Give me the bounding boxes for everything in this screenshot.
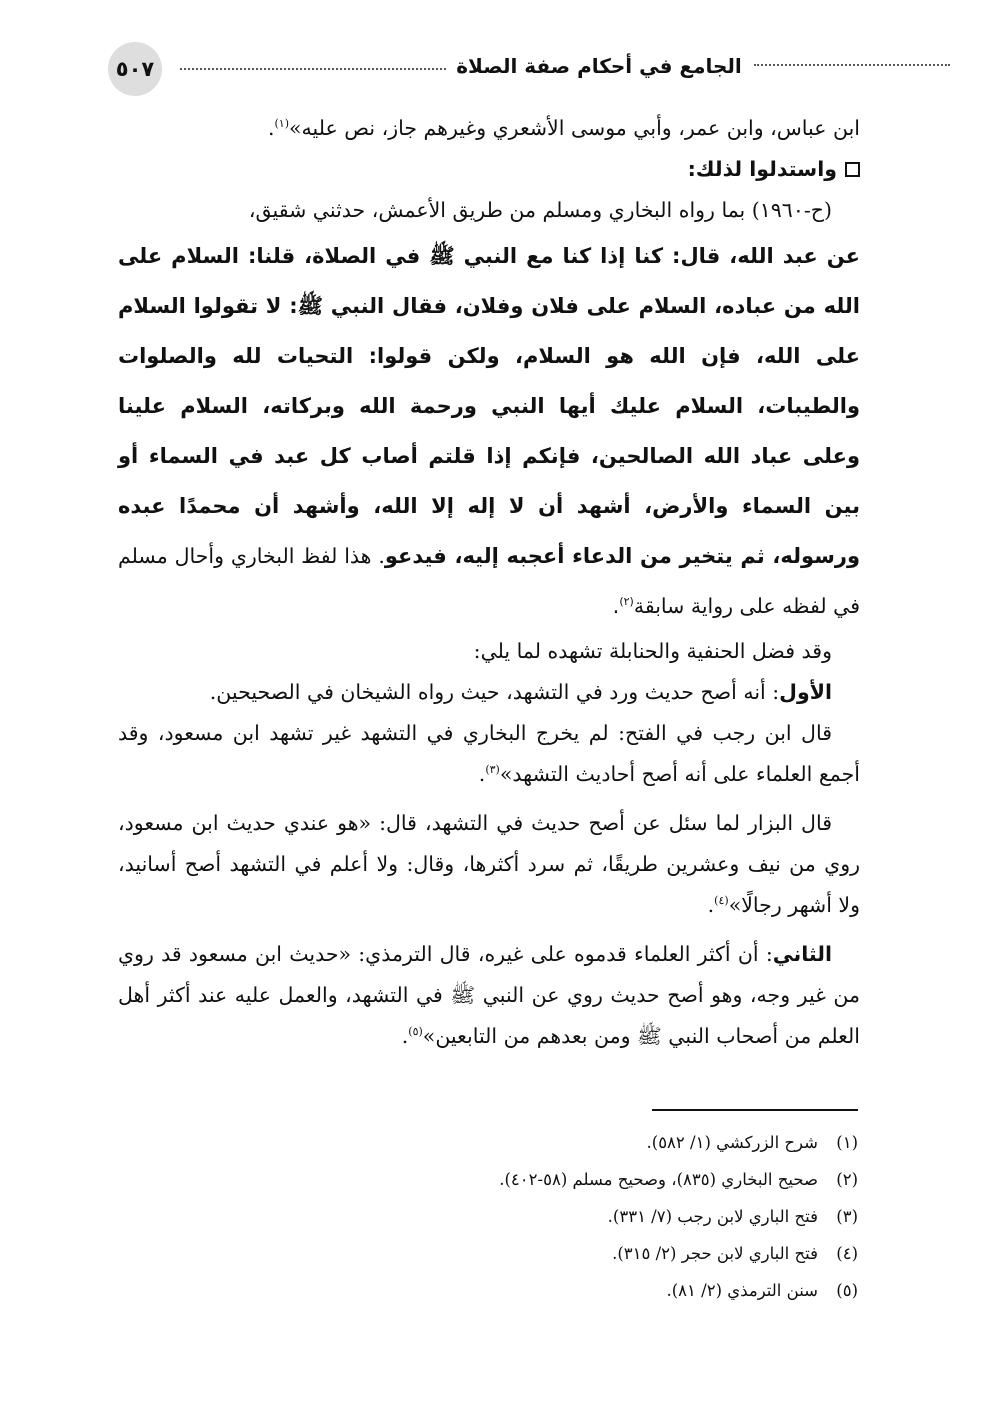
header-dotted-rule-left: [180, 68, 446, 70]
section-heading: [118, 149, 860, 190]
footnote-ref-3[interactable]: (٣): [485, 763, 500, 777]
page-number: ٥٠٧: [108, 42, 162, 96]
second-reason-label: الثاني: [772, 942, 832, 966]
paragraph-intro: [118, 108, 860, 149]
footnotes: [300, 1124, 858, 1309]
hadith-source-note: . هذا لفظ البخاري وأحال مسلم في لفظه على رواية سابقة: [118, 544, 860, 618]
section-heading-text: واستدلوا لذلك:: [687, 157, 837, 181]
paragraph-bazzar: قال البزار لما سئل عن أصح حديث في التشهد، قال: «هو عندي حديث ابن مسعود، روي من نيف وعشرين طريقًا، ثم سرد أكثرها، وقال: ولا أعلم في التشهد أصح أسانيد، ولا أشهر رجالًا»$^{(٤)}$.: [118, 811, 860, 917]
footnote-text: شرح الزركشي (١/ ٥٨٢).: [646, 1133, 818, 1152]
footnote-separator: [652, 1109, 858, 1111]
footnote-ref-2[interactable]: (٢): [619, 595, 634, 608]
footnote-item: [300, 1272, 858, 1309]
paragraph-first-reason: [118, 672, 860, 713]
footnote-number: (٥): [836, 1281, 858, 1300]
footnote-ref-5[interactable]: (٥): [408, 1025, 423, 1039]
bazzar-text: قال البزار لما سئل عن أصح حديث في التشهد، قال: «هو عندي حديث ابن مسعود، روي من نيف وعشرين طريقًا، ثم سرد أكثرها، وقال: ولا أعلم في التشهد أصح أسانيد، ولا أشهر رجالًا»: [118, 811, 860, 917]
paragraph-intro-end: .: [267, 116, 275, 140]
footnote-text: فتح الباري لابن رجب (٧/ ٣٣١).: [607, 1207, 818, 1226]
paragraph-intro-text: ابن عباس، وابن عمر، وأبي موسى الأشعري وغيرهم جاز، نص عليه»: [289, 116, 860, 140]
footnote-text: صحيح البخاري (٨٣٥)، وصحيح مسلم (٥٨-٤٠٢).: [499, 1170, 818, 1189]
paragraph-hadith-chain: (ح-١٩٦٠) بما رواه البخاري ومسلم من طريق الأعمش، حدثني شقيق،: [248, 198, 832, 222]
footnote-ref-1[interactable]: (١): [274, 117, 289, 131]
footnote-number: (٢): [836, 1170, 858, 1189]
footnote-number: (٣): [836, 1207, 858, 1226]
hadith-body: عن عبد الله، قال: كنا إذا كنا مع النبي ﷺ في الصلاة، قلنا: السلام على الله من عباده، السلام على فلان وفلان، فقال النبي ﷺ: لا تقولوا السلام على الله، فإن الله هو السلام، ولكن قولوا: التحيات لله والصلوات والطيبات، السلام عليك أيها النبي ورحمة الله وبركاته، السلام علينا وعلى عباد الله الصالحين، فإنكم إذا قلتم أصاب كل عبد في السماء أو بين السماء والأرض، أشهد أن لا إله إلا الله، وأشهد أن محمدًا عبده ورسوله، ثم يتخير من الدعاء أعجبه إليه، فيدعو: [118, 244, 860, 568]
footnote-number: (١): [836, 1133, 858, 1152]
paragraph-ibn-rajab: قال ابن رجب في الفتح: لم يخرج البخاري في التشهد غير تشهد ابن مسعود، وقد أجمع العلماء على أنه أصح أحاديث التشهد»$^{(٣)}$.: [118, 721, 860, 786]
paragraph-preference: وقد فضل الحنفية والحنابلة تشهده لما يلي:: [473, 639, 832, 663]
hadith-text: عن عبد الله، قال: كنا إذا كنا مع النبي ﷺ في الصلاة، قلنا: السلام على الله من عباده، السلام على فلان وفلان، فقال النبي ﷺ: لا تقولوا السلام على الله، فإن الله هو السلام، ولكن قولوا: التحيات لله والصلوات والطيبات، السلام عليك أيها النبي ورحمة الله وبركاته، السلام علينا وعلى عباد الله الصالحين، فإنكم إذا قلتم أصاب كل عبد في السماء أو بين السماء والأرض، أشهد أن لا إله إلا الله، وأشهد أن محمدًا عبده ورسوله، ثم يتخير من الدعاء أعجبه إليه، فيدعو. هذا لفظ البخاري وأحال مسلم في لفظه على رواية سابقة$^{(٢)}$.: [118, 244, 860, 618]
header-dotted-rule-right: [754, 64, 950, 66]
header-title: الجامع في أحكام صفة الصلاة: [456, 54, 742, 78]
square-bullet-icon: [845, 162, 860, 177]
footnote-text: سنن الترمذي (٢/ ٨١).: [666, 1281, 818, 1300]
ibn-rajab-text: قال ابن رجب في الفتح: لم يخرج البخاري في التشهد غير تشهد ابن مسعود، وقد أجمع العلماء على أنه أصح أحاديث التشهد»: [118, 721, 860, 786]
footnote-ref-4[interactable]: (٤): [714, 894, 729, 908]
footnote-item: [300, 1235, 858, 1272]
first-reason-text: : أنه أصح حديث ورد في التشهد، حيث رواه الشيخان في الصحيحين.: [209, 680, 780, 704]
footnote-text: فتح الباري لابن حجر (٢/ ٣١٥).: [612, 1244, 818, 1263]
paragraph-second-reason: الثاني: أن أكثر العلماء قدموه على غيره، قال الترمذي: «حديث ابن مسعود قد روي من غير وجه، وهو أصح حديث روي عن النبي ﷺ في التشهد، والعمل عليه عند أكثر أهل العلم من أصحاب النبي ﷺ ومن بعدهم من التابعين»$^{(٥)}$.: [118, 942, 860, 1048]
second-reason-text: : أن أكثر العلماء قدموه على غيره، قال الترمذي: «حديث ابن مسعود قد روي من غير وجه، وهو أصح حديث روي عن النبي ﷺ في التشهد، والعمل عليه عند أكثر أهل العلم من أصحاب النبي ﷺ ومن بعدهم من التابعين»: [118, 942, 860, 1048]
footnote-item: [300, 1161, 858, 1198]
main-text: [118, 108, 860, 1057]
footnote-item: [300, 1124, 858, 1161]
footnote-number: (٤): [836, 1244, 858, 1263]
footnote-item: [300, 1198, 858, 1235]
running-header: [108, 42, 848, 98]
first-reason-label: الأول: [779, 680, 832, 704]
